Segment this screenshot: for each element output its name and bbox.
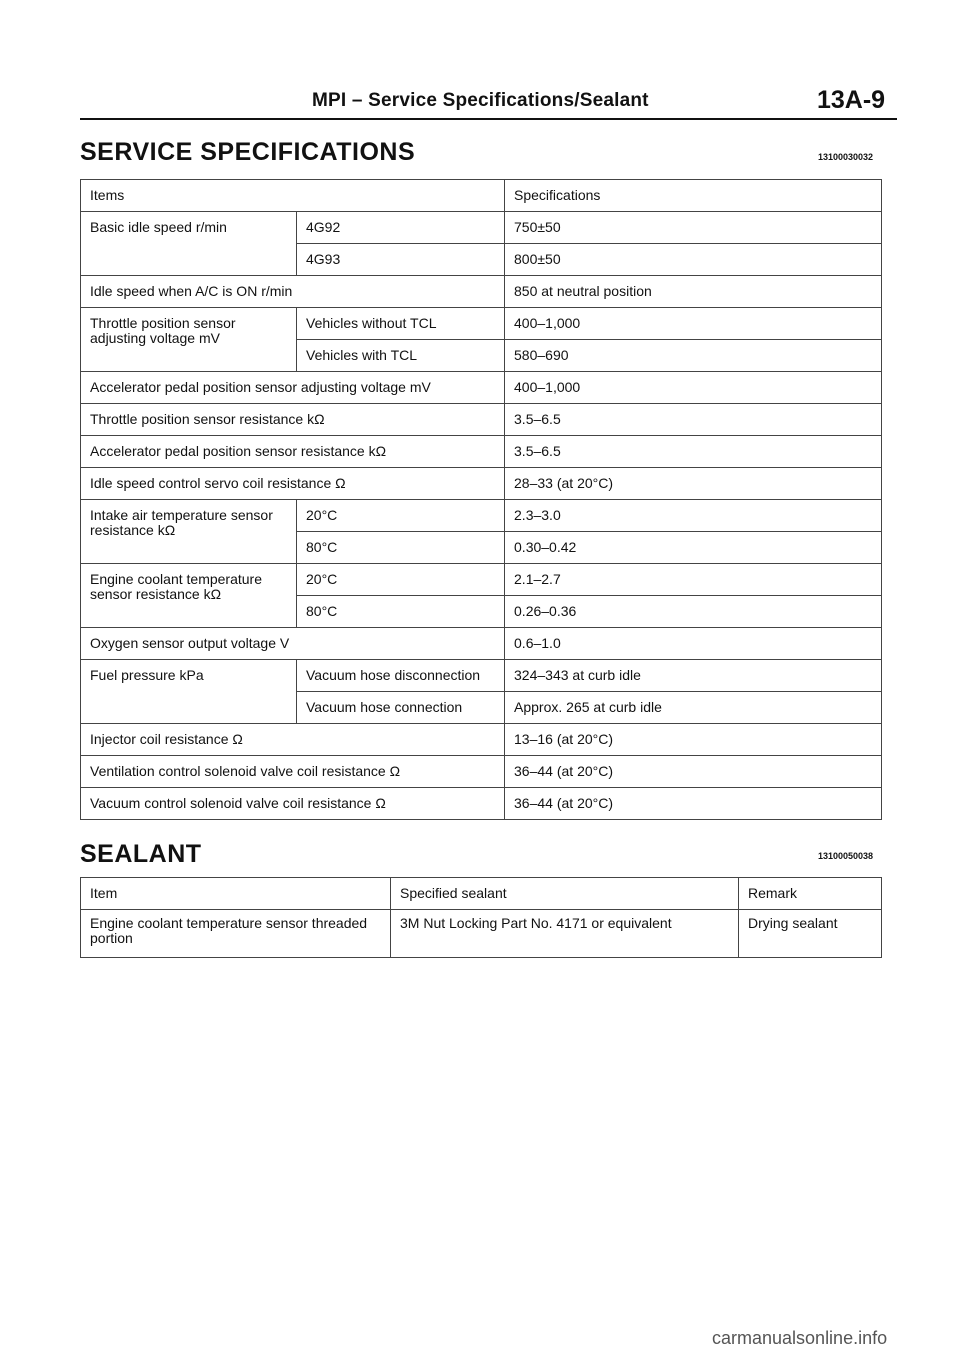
spec-cell: 36–44 (at 20°C): [505, 756, 882, 788]
table-row: [81, 468, 882, 500]
table-row: [81, 628, 882, 660]
watermark-text: carmanualsonline.info: [712, 1328, 888, 1348]
spec-cell: 36–44 (at 20°C): [505, 788, 882, 820]
item-cell: Accelerator pedal position sensor resistance kΩ: [81, 436, 505, 468]
spec-cell: 850 at neutral position: [505, 276, 882, 308]
item-cell: Idle speed control servo coil resistance Ω: [81, 468, 505, 500]
spec-cell: 2.3–3.0: [505, 500, 882, 532]
item-cell: Injector coil resistance Ω: [81, 724, 505, 756]
column-header-specified-sealant: Specified sealant: [391, 878, 739, 910]
condition-cell: 4G92: [297, 212, 505, 244]
spec-cell: Approx. 265 at curb idle: [505, 692, 882, 724]
spec-cell: 3.5–6.5: [505, 404, 882, 436]
table-header-row: [81, 180, 882, 212]
item-cell: Engine coolant temperature sensor resistance kΩ: [81, 564, 297, 628]
table-row: [81, 276, 882, 308]
service-specifications-code: 13100030032: [818, 152, 874, 162]
table-row: [81, 212, 882, 244]
column-header-items: Items: [81, 180, 505, 212]
item-cell: Oxygen sensor output voltage V: [81, 628, 505, 660]
spec-cell: 580–690: [505, 340, 882, 372]
condition-cell: Vacuum hose disconnection: [297, 660, 505, 692]
condition-cell: 80°C: [297, 532, 505, 564]
spec-cell: 13–16 (at 20°C): [505, 724, 882, 756]
sealant-title: SEALANT: [80, 840, 202, 868]
spec-cell: 400–1,000: [505, 308, 882, 340]
table-row: [81, 724, 882, 756]
spec-cell: 3.5–6.5: [505, 436, 882, 468]
column-header-item: Item: [81, 878, 391, 910]
table-row: [81, 372, 882, 404]
table-row: [81, 660, 882, 692]
item-cell: Idle speed when A/C is ON r/min: [81, 276, 505, 308]
spec-cell: 800±50: [505, 244, 882, 276]
condition-cell: Vehicles with TCL: [297, 340, 505, 372]
item-cell: Fuel pressure kPa: [81, 660, 297, 724]
item-cell: Accelerator pedal position sensor adjusting voltage mV: [81, 372, 505, 404]
condition-cell: 4G93: [297, 244, 505, 276]
page-header-title: MPI – Service Specifications/Sealant: [312, 90, 649, 111]
condition-cell: Vehicles without TCL: [297, 308, 505, 340]
table-row: [81, 308, 882, 340]
page-number: 13A-9: [817, 86, 886, 114]
remark-cell: Drying sealant: [739, 910, 882, 958]
table-row: [81, 436, 882, 468]
item-cell: Ventilation control solenoid valve coil resistance Ω: [81, 756, 505, 788]
sealant-cell: 3M Nut Locking Part No. 4171 or equivalent: [391, 910, 739, 958]
condition-cell: 20°C: [297, 500, 505, 532]
spec-cell: 400–1,000: [505, 372, 882, 404]
table-row: [81, 500, 882, 532]
table-header-row: [81, 878, 882, 910]
item-cell: Intake air temperature sensor resistance kΩ: [81, 500, 297, 564]
table-row: [81, 910, 882, 958]
sealant-code: 13100050038: [818, 851, 874, 861]
spec-cell: 0.6–1.0: [505, 628, 882, 660]
item-cell: Basic idle speed r/min: [81, 212, 297, 276]
sealant-table: [80, 877, 882, 958]
spec-cell: 2.1–2.7: [505, 564, 882, 596]
table-row: [81, 564, 882, 596]
spec-cell: 28–33 (at 20°C): [505, 468, 882, 500]
column-header-specifications: Specifications: [505, 180, 882, 212]
condition-cell: 80°C: [297, 596, 505, 628]
service-specifications-title: SERVICE SPECIFICATIONS: [80, 138, 416, 166]
column-header-remark: Remark: [739, 878, 882, 910]
spec-cell: 324–343 at curb idle: [505, 660, 882, 692]
item-cell: Throttle position sensor adjusting voltage mV: [81, 308, 297, 372]
item-cell: Engine coolant temperature sensor threaded portion: [81, 910, 391, 958]
table-row: [81, 404, 882, 436]
item-cell: Vacuum control solenoid valve coil resistance Ω: [81, 788, 505, 820]
spec-cell: 0.30–0.42: [505, 532, 882, 564]
spec-cell: 750±50: [505, 212, 882, 244]
service-specifications-table: [80, 179, 882, 820]
item-cell: Throttle position sensor resistance kΩ: [81, 404, 505, 436]
condition-cell: Vacuum hose connection: [297, 692, 505, 724]
condition-cell: 20°C: [297, 564, 505, 596]
table-row: [81, 756, 882, 788]
spec-cell: 0.26–0.36: [505, 596, 882, 628]
header-divider: [80, 118, 897, 120]
table-row: [81, 788, 882, 820]
